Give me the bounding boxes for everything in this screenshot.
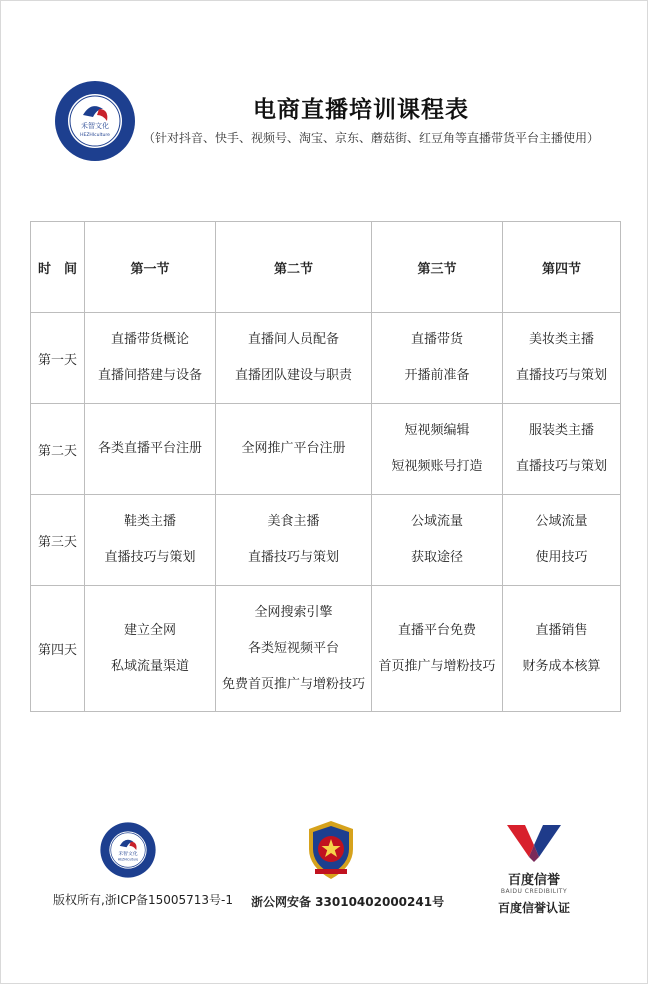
page-title: 电商直播培训课程表: [253, 96, 469, 123]
table-cell: 短视频编辑 短视频账号打造: [372, 404, 503, 495]
table-cell: 直播带货概论 直播间搭建与设备: [85, 313, 216, 404]
seal-en-text: HEZHIculture: [80, 133, 110, 138]
table-row: [31, 313, 621, 404]
baidu-credibility-logo-icon: [505, 823, 563, 863]
table-cell: 公域流量 获取途径: [372, 495, 503, 586]
table-row: [31, 586, 621, 712]
footer-police-record: [251, 819, 445, 910]
table-cell: 建立全网 私域流量渠道: [85, 586, 216, 712]
day-label: 第二天: [31, 404, 85, 495]
table-cell: 鞋类主播 直播技巧与策划: [85, 495, 216, 586]
police-record-text: 浙公网安备 33010402000241号: [251, 895, 445, 909]
table-cell: 美妆类主播 直播技巧与策划: [503, 313, 621, 404]
corner-cell: 时 间: [31, 222, 85, 313]
table-cell: 直播带货 开播前准备: [372, 313, 503, 404]
table-header-row: [31, 222, 621, 313]
day-label: 第一天: [31, 313, 85, 404]
day-label: 第四天: [31, 586, 85, 712]
column-header: 第四节: [503, 222, 621, 313]
baidu-name: 百度信誉: [507, 873, 560, 888]
table-cell: 服装类主播 直播技巧与策划: [503, 404, 621, 495]
column-header: 第二节: [216, 222, 372, 313]
page-subtitle: （针对抖音、快手、视频号、淘宝、京东、蘑菇街、红豆角等直播带货平台主播使用）: [142, 131, 599, 145]
column-header: 第三节: [372, 222, 503, 313]
table-cell: 美食主播 直播技巧与策划: [216, 495, 372, 586]
table-cell: 直播销售 财务成本核算: [503, 586, 621, 712]
baidu-cert-text: 百度信誉认证: [497, 901, 570, 915]
footer-copyright: [53, 821, 234, 908]
table-cell: 全网搜索引擎 各类短视频平台 免费首页推广与增粉技巧: [216, 586, 372, 712]
police-emblem-icon: [301, 819, 361, 881]
course-schedule-table: [30, 221, 621, 712]
icp-record-text: 版权所有,浙ICP备15005713号-1: [53, 893, 234, 907]
table-cell: 全网推广平台注册: [216, 404, 372, 495]
table-cell: 直播间人员配备 直播团队建设与职责: [216, 313, 372, 404]
seal-cn-text: 禾智文化: [81, 122, 109, 130]
svg-text:禾智文化: 禾智文化: [118, 851, 138, 857]
table-row: [31, 404, 621, 495]
column-header: 第一节: [85, 222, 216, 313]
day-label: 第三天: [31, 495, 85, 586]
baidu-en-name: BAIDU CREDIBILITY: [500, 888, 568, 895]
table-row: [31, 495, 621, 586]
table-cell: 各类直播平台注册: [85, 404, 216, 495]
footer-baidu-credibility: [479, 823, 589, 916]
hezhi-seal-small-logo: [99, 821, 157, 879]
hezhi-seal-logo: [53, 79, 137, 163]
table-cell: 直播平台免费 首页推广与增粉技巧: [372, 586, 503, 712]
svg-text:HEZHIculture: HEZHIculture: [117, 857, 139, 862]
table-cell: 公域流量 使用技巧: [503, 495, 621, 586]
